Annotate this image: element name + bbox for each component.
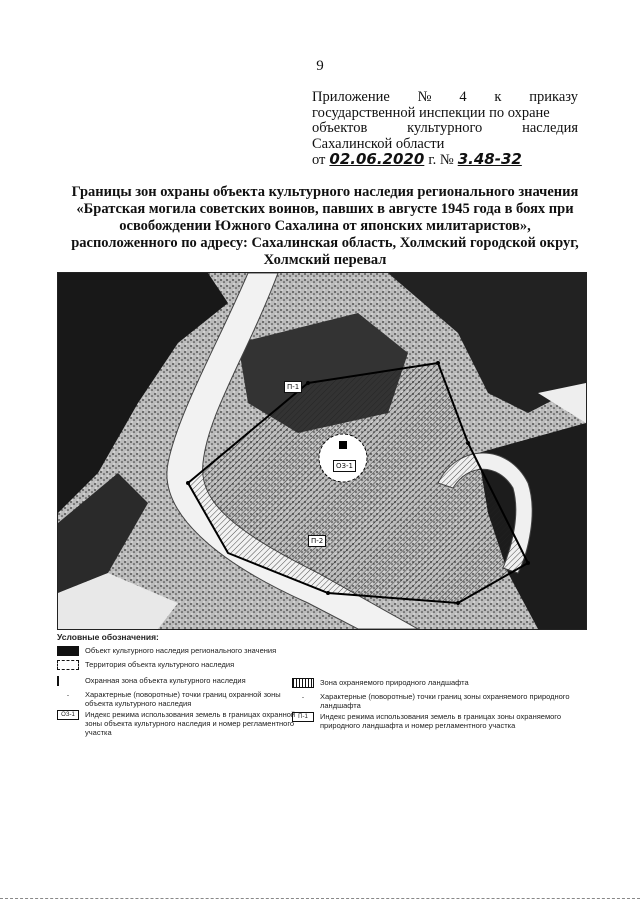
index-oz-symbol: ОЗ-1 (57, 710, 79, 720)
order-line (312, 152, 578, 169)
territory-symbol (57, 660, 79, 670)
legend (57, 632, 585, 737)
page-number: 9 (316, 58, 324, 74)
protection-zone-symbol (57, 676, 79, 686)
landscape-point-symbol: · (301, 692, 305, 702)
appendix-line-2: государственной инспекции по охране (312, 104, 550, 121)
legend-item-landscape-points (292, 692, 582, 710)
legend-text: Охранная зона объекта культурного наследия (85, 676, 246, 685)
appendix-line-1 (312, 90, 578, 106)
zone-label-p2: П-2 (308, 535, 326, 547)
legend-item-territory (57, 660, 337, 670)
object-symbol (57, 646, 79, 656)
point-symbol: · (66, 690, 70, 700)
appendix-word: № (417, 89, 432, 105)
appendix-word: объектов (312, 120, 368, 136)
legend-text: Характерные (поворотные) точки границ зоны охраняемого природного ландшафта (320, 692, 570, 710)
index-p-symbol: П-1 (292, 712, 314, 722)
map-image (58, 273, 586, 629)
appendix-word: наследия (522, 120, 578, 136)
appendix-word: Приложение (312, 89, 390, 105)
order-mid: г. № (428, 152, 454, 168)
appendix-word: культурного (407, 120, 483, 136)
zone-label-p1: П-1 (284, 381, 302, 393)
legend-title: Условные обозначения: (57, 632, 159, 642)
legend-text: Индекс режима использования земель в границах охранной зоны объекта культурного наследия и номер регламентного участка (85, 710, 296, 737)
aerial-map (57, 272, 587, 630)
landscape-symbol (292, 678, 314, 688)
order-number: 3.48-32 (457, 150, 522, 168)
appendix-word: 4 (459, 89, 467, 105)
appendix-block (312, 90, 578, 169)
appendix-line-3 (312, 121, 578, 137)
legend-text: Территория объекта культурного наследия (85, 660, 235, 669)
legend-text: Зона охраняемого природного ландшафта (320, 678, 469, 687)
legend-text: Характерные (поворотные) точки границ охранной зоны объекта культурного наследия (85, 690, 281, 708)
appendix-line-4: Сахалинской области (312, 135, 445, 152)
order-prefix: от (312, 152, 326, 168)
legend-item-index-p (292, 712, 582, 730)
order-date: 02.06.2020 (329, 150, 425, 168)
legend-item-landscape (292, 678, 582, 688)
document-title: Границы зон охраны объекта культурного наследия регионального значения «Братская могила советских воинов, павших в августе 1945 года в боях при освобождении Южного Сахалина от японских милитаристов», расположенного по адресу: Сахалинская область, Холмский городской округ, Холмский перевал (71, 184, 579, 268)
legend-text: Индекс режима использования земель в границах зоны охраняемого природного ландшафта и номер регламентного участка (320, 712, 562, 730)
appendix-word: к (494, 89, 502, 105)
page-bottom-edge (0, 898, 640, 899)
legend-item-object (57, 646, 337, 656)
zone-label-oz1: ОЗ-1 (333, 460, 356, 472)
legend-item-index-oz (57, 710, 297, 737)
legend-text: Объект культурного наследия регионального значения (85, 646, 277, 655)
appendix-word: приказу (529, 89, 578, 105)
legend-item-points (57, 690, 297, 708)
